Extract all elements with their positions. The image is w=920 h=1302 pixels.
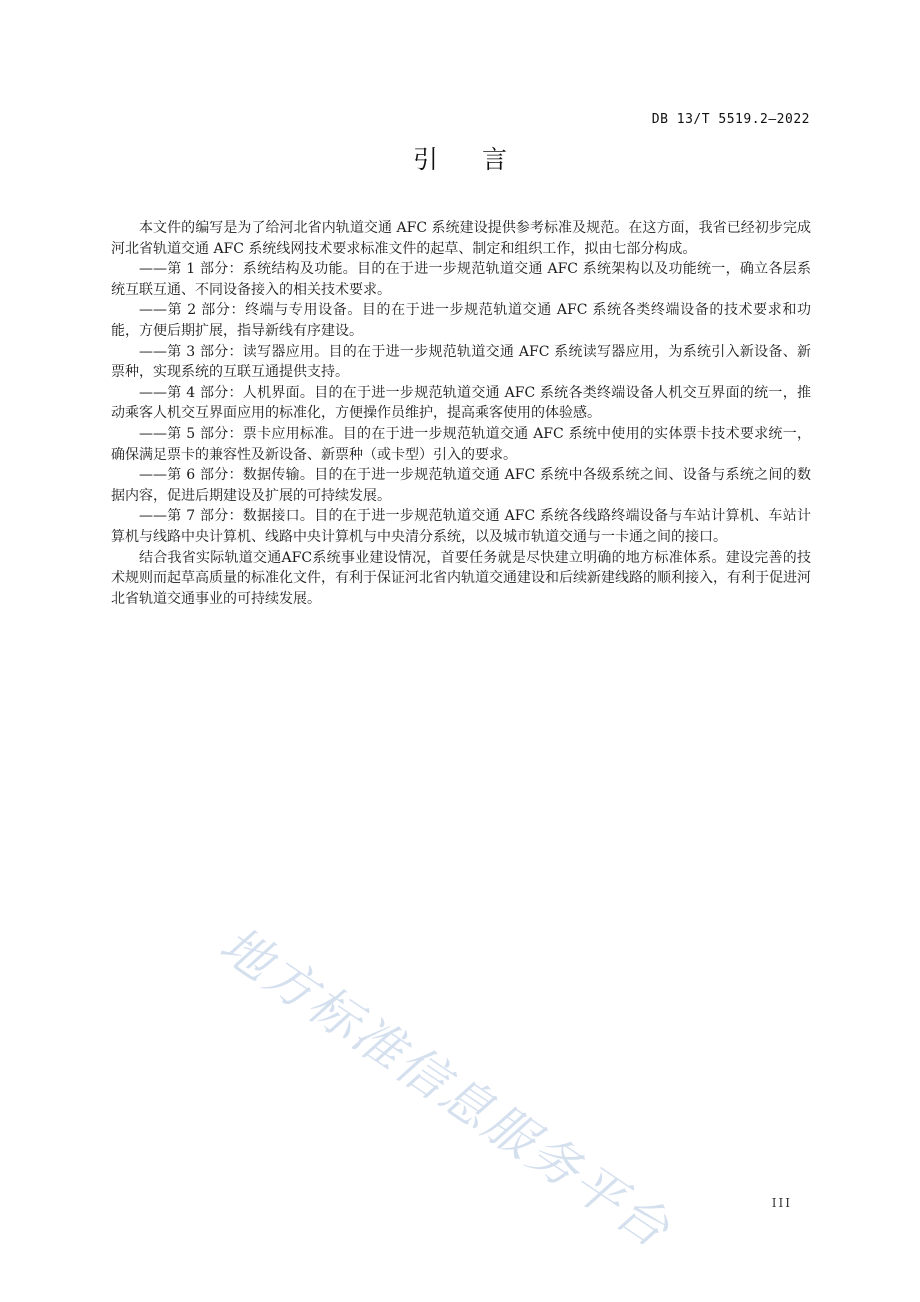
paragraph-part-3: ——第 3 部分：读写器应用。目的在于进一步规范轨道交通 AFC 系统读写器应用，为系统引入新设备、新票种，实现系统的互联互通提供支持。 (111, 343, 811, 381)
paragraph-part-7: ——第 7 部分：数据接口。目的在于进一步规范轨道交通 AFC 系统各线路终端设备与车站计算机、车站计算机与线路中央计算机、线路中央计算机与中央清分系统，以及城市轨道交通与一卡通之间的接口。 (111, 508, 811, 545)
paragraph-intro: 本文件的编写是为了给河北省内轨道交通 AFC 系统建设提供参考标准及规范。在这方面，我省已经初步完成河北省轨道交通 AFC 系统线网技术要求标准文件的起草、制定和组织工作，拟由七部分构成。 (111, 220, 811, 257)
paragraph-part-6: ——第 6 部分：数据传输。目的在于进一步规范轨道交通 AFC 系统中各级系统之间、设备与系统之间的数据内容，促进后期建设及扩展的可持续发展。 (111, 467, 811, 504)
paragraph-part-4: ——第 4 部分：人机界面。目的在于进一步规范轨道交通 AFC 系统各类终端设备人机交互界面的统一，推动乘客人机交互界面应用的标准化，方便操作员维护，提高乘客使用的体验感。 (111, 384, 811, 422)
body-text (111, 218, 811, 609)
paragraph-conclusion: 结合我省实际轨道交通AFC系统事业建设情况，首要任务就是尽快建立明确的地方标准体系。建设完善的技术规则而起草高质量的标准化文件，有利于保证河北省内轨道交通建设和后续新建线路的顺利接入，有利于促进河北省轨道交通事业的可持续发展。 (111, 549, 811, 607)
page-title: 引言 (412, 145, 551, 174)
watermark: 地方标准信息服务平台 (209, 915, 682, 1260)
paragraph-part-1: ——第 1 部分：系统结构及功能。目的在于进一步规范轨道交通 AFC 系统架构以及功能统一，确立各层系统互联互通、不同设备接入的相关技术要求。 (111, 261, 811, 298)
standard-number: DB 13/T 5519.2—2022 (651, 112, 810, 127)
paragraph-part-5: ——第 5 部分：票卡应用标准。目的在于进一步规范轨道交通 AFC 系统中使用的实体票卡技术要求统一，确保满足票卡的兼容性及新设备、新票种（或卡型）引入的要求。 (111, 425, 811, 463)
page-number: III (771, 1196, 792, 1210)
paragraph-part-2: ——第 2 部分：终端与专用设备。目的在于进一步规范轨道交通 AFC 系统各类终端设备的技术要求和功能，方便后期扩展，指导新线有序建设。 (111, 302, 811, 339)
